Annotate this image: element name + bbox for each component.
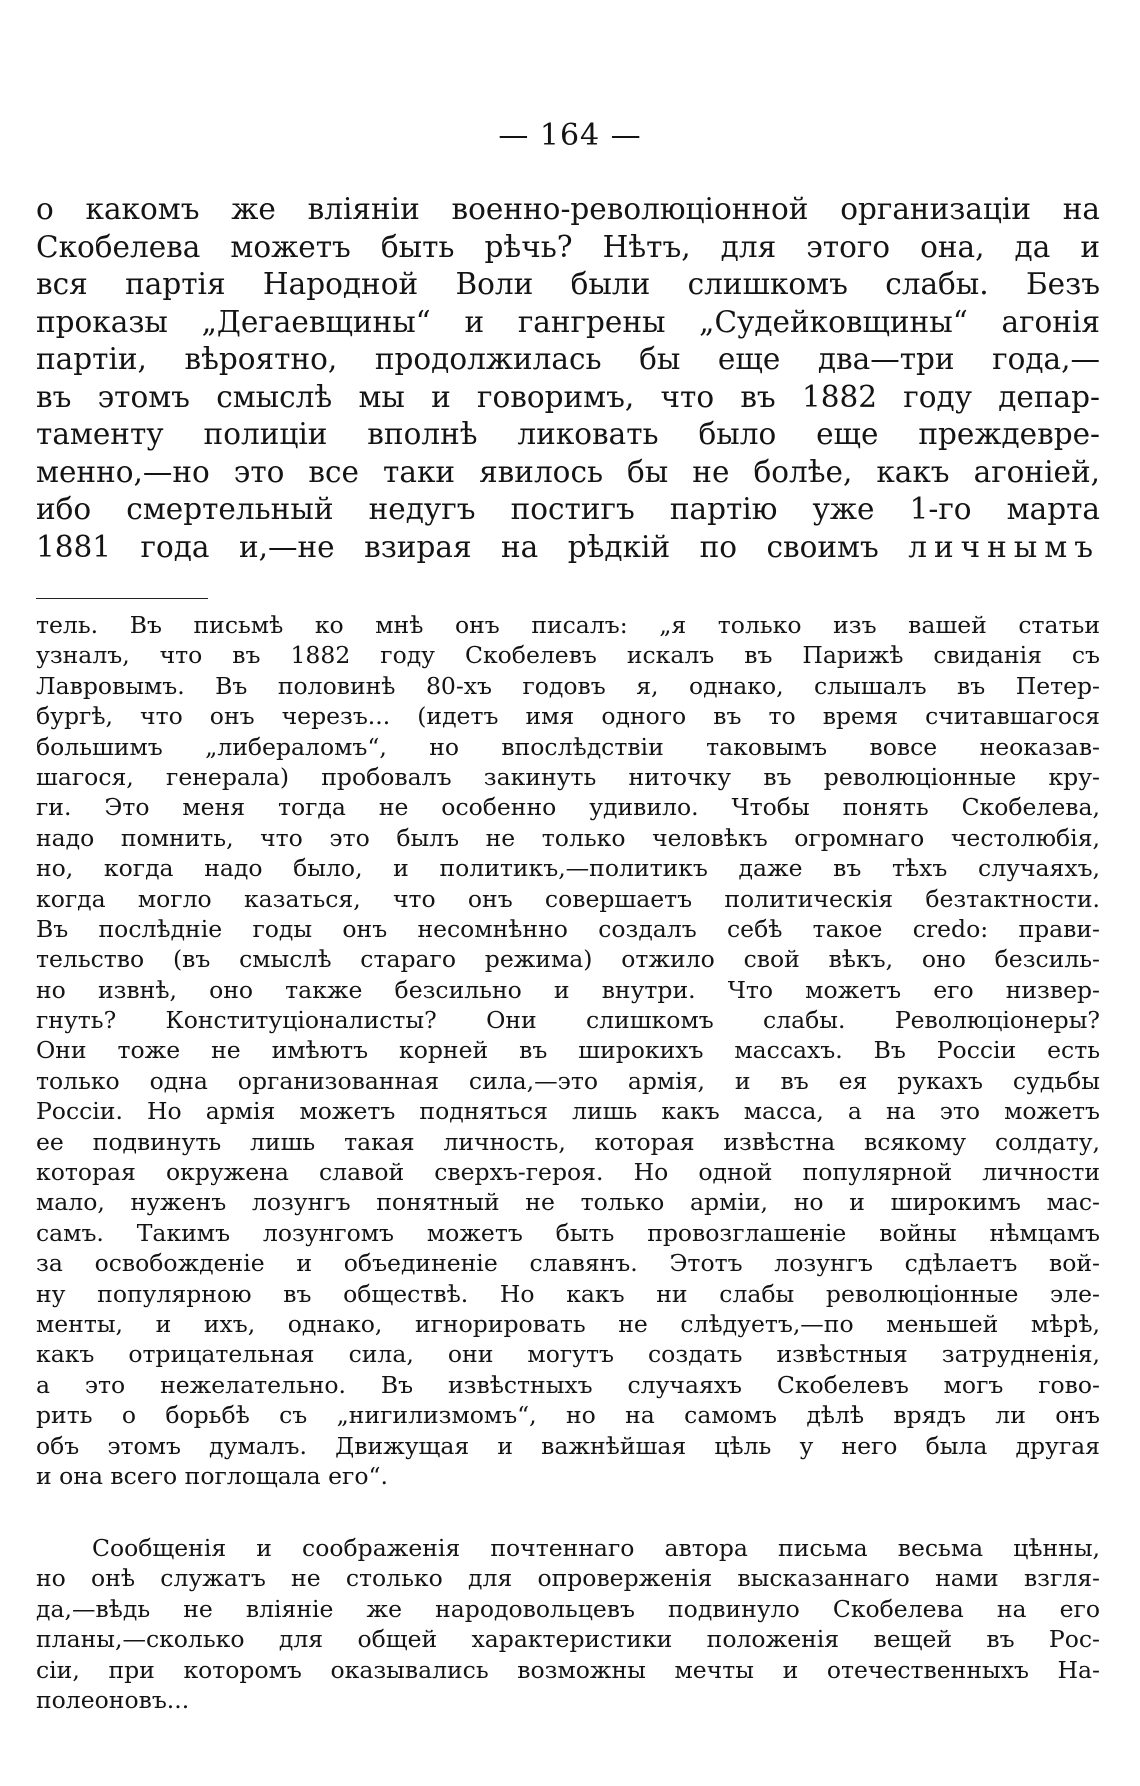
- footnote-line: тель. Въ письмѣ ко мнѣ онъ писалъ: „я только изъ вашей статьи: [36, 611, 1100, 639]
- closing-line: планы,—сколько для общей характеристики положенія вещей въ Рос-: [36, 1625, 1100, 1654]
- footnote-line: тельство (въ смыслѣ стараго режима) отжило свой вѣкъ, оно безсиль-: [36, 945, 1100, 974]
- main-text-line: партіи, вѣроятно, продолжилась бы еще два—три года,—: [36, 342, 1100, 376]
- main-text-block: [36, 191, 1100, 566]
- footnote-divider: [36, 598, 208, 599]
- footnote-line: объ этомъ думалъ. Движущая и важнѣйшая цѣль у него была другая: [36, 1431, 1100, 1460]
- main-text-line: таменту полиціи вполнѣ ликовать было еще преждевре-: [36, 417, 1100, 451]
- main-text-line: вся партія Народной Воли были слишкомъ слабы. Безъ: [36, 267, 1100, 301]
- main-text-line: ибо смертельный недугъ постигъ партію уже 1-го марта: [36, 492, 1100, 526]
- main-text-line: менно,—но это все таки явилось бы не болѣе, какъ агоніей,: [36, 454, 1100, 489]
- footnote-line: ги. Это меня тогда не особенно удивило. Чтобы понять Скобелева,: [36, 793, 1100, 822]
- footnote-line: менты, и ихъ, однако, игнорировать не слѣдуетъ,—по меньшей мѣрѣ,: [36, 1309, 1100, 1338]
- footnote-line: Лавровымъ. Въ половинѣ 80-хъ годовъ я, однако, слышалъ въ Петер-: [36, 671, 1100, 700]
- footnote-line: большимъ „либераломъ“, но впослѣдствіи таковымъ вовсе неоказав-: [36, 732, 1100, 761]
- closing-line: полеоновъ...: [36, 1685, 190, 1714]
- footnote-line: бургѣ, что онъ черезъ... (идетъ имя одного въ то время считавшагося: [36, 702, 1100, 731]
- main-text-last-line-start: 1881 года и,—не взирая на рѣдкій по своимъ: [36, 529, 879, 564]
- footnote-line: которая окружена славой сверхъ-героя. Но одной популярной личности: [36, 1158, 1100, 1187]
- footnote-line: когда могло казаться, что онъ совершаетъ политическія безтактности.: [36, 884, 1100, 913]
- footnote-line: мало, нуженъ лозунгъ понятный не только арміи, но и широкимъ мас-: [36, 1188, 1100, 1217]
- footnote-line: за освобожденіе и объединеніе славянъ. Этотъ лозунгъ сдѣлаетъ вой-: [36, 1249, 1100, 1278]
- footnote-line: самъ. Такимъ лозунгомъ можетъ быть провозглашеніе войны нѣмцамъ: [36, 1218, 1100, 1247]
- main-text-line: проказы „Дегаевщины“ и гангрены „Судейковщины“ агонія: [36, 304, 1100, 339]
- closing-line: да,—вѣдь не вліяніе же народовольцевъ подвинуло Скобелева на его: [36, 1594, 1100, 1623]
- closing-paragraph: [36, 1533, 1100, 1715]
- page-number: — 164 —: [498, 118, 642, 153]
- footnote-line: Они тоже не имѣютъ корней въ широкихъ массахъ. Въ Россіи есть: [36, 1036, 1100, 1065]
- footnote-line: Россіи. Но армія можетъ подняться лишь какъ масса, а на это можетъ: [36, 1097, 1100, 1126]
- footnote-line: но извнѣ, оно также безсильно и внутри. Что можетъ его низвер-: [36, 975, 1100, 1004]
- main-text-line: Скобелева можетъ быть рѣчь? Нѣтъ, для этого она, да и: [36, 229, 1100, 264]
- main-text-last-line: [36, 529, 1100, 567]
- footnote-line: но, когда надо было, и политикъ,—политикъ даже въ тѣхъ случаяхъ,: [36, 854, 1100, 883]
- footnote-line: надо помнить, что это былъ не только человѣкъ огромнаго честолюбія,: [36, 823, 1100, 852]
- footnote-line: рить о борьбѣ съ „нигилизмомъ“, но на самомъ дѣлѣ врядъ ли онъ: [36, 1401, 1100, 1430]
- footnote-line: а это нежелательно. Въ извѣстныхъ случаяхъ Скобелевъ могъ гово-: [36, 1370, 1100, 1399]
- footnote-line: гнуть? Конституціоналисты? Они слишкомъ слабы. Революціонеры?: [36, 1006, 1100, 1035]
- main-text-line: въ этомъ смыслѣ мы и говоримъ, что въ 1882 году депар-: [36, 379, 1100, 414]
- footnote-block: [36, 610, 1100, 1491]
- closing-line: сіи, при которомъ оказывались возможны мечты и отечественныхъ На-: [36, 1655, 1100, 1684]
- footnote-line: ну популярною въ обществѣ. Но какъ ни слабы революціонные эле-: [36, 1279, 1100, 1308]
- footnote-line: какъ отрицательная сила, они могутъ создать извѣстныя затрудненія,: [36, 1340, 1100, 1369]
- closing-line: Сообщенія и соображенія почтеннаго автора письма весьма цѣнны,: [92, 1534, 1100, 1562]
- footnote-line: ее подвинуть лишь такая личность, которая извѣстна всякому солдату,: [36, 1127, 1100, 1156]
- main-text-spaced-word: личнымъ: [908, 529, 1100, 564]
- footnote-line: узналъ, что въ 1882 году Скобелевъ искалъ въ Парижѣ свиданія съ: [36, 641, 1100, 670]
- main-text-line: о какомъ же вліяніи военно-революціонной организаціи на: [36, 192, 1100, 226]
- footnote-line: шагося, генерала) пробовалъ закинуть ниточку въ революціонные кру-: [36, 762, 1100, 791]
- footnote-line: Въ послѣдніе годы онъ несомнѣнно создалъ себѣ такое credo: прави-: [36, 914, 1100, 943]
- closing-line: но онѣ служатъ не столько для опроверженія высказаннаго нами взгля-: [36, 1564, 1100, 1593]
- footnote-line: только одна организованная сила,—это армія, и въ ея рукахъ судьбы: [36, 1066, 1100, 1095]
- footnote-line: и она всего поглощала его“.: [36, 1461, 388, 1490]
